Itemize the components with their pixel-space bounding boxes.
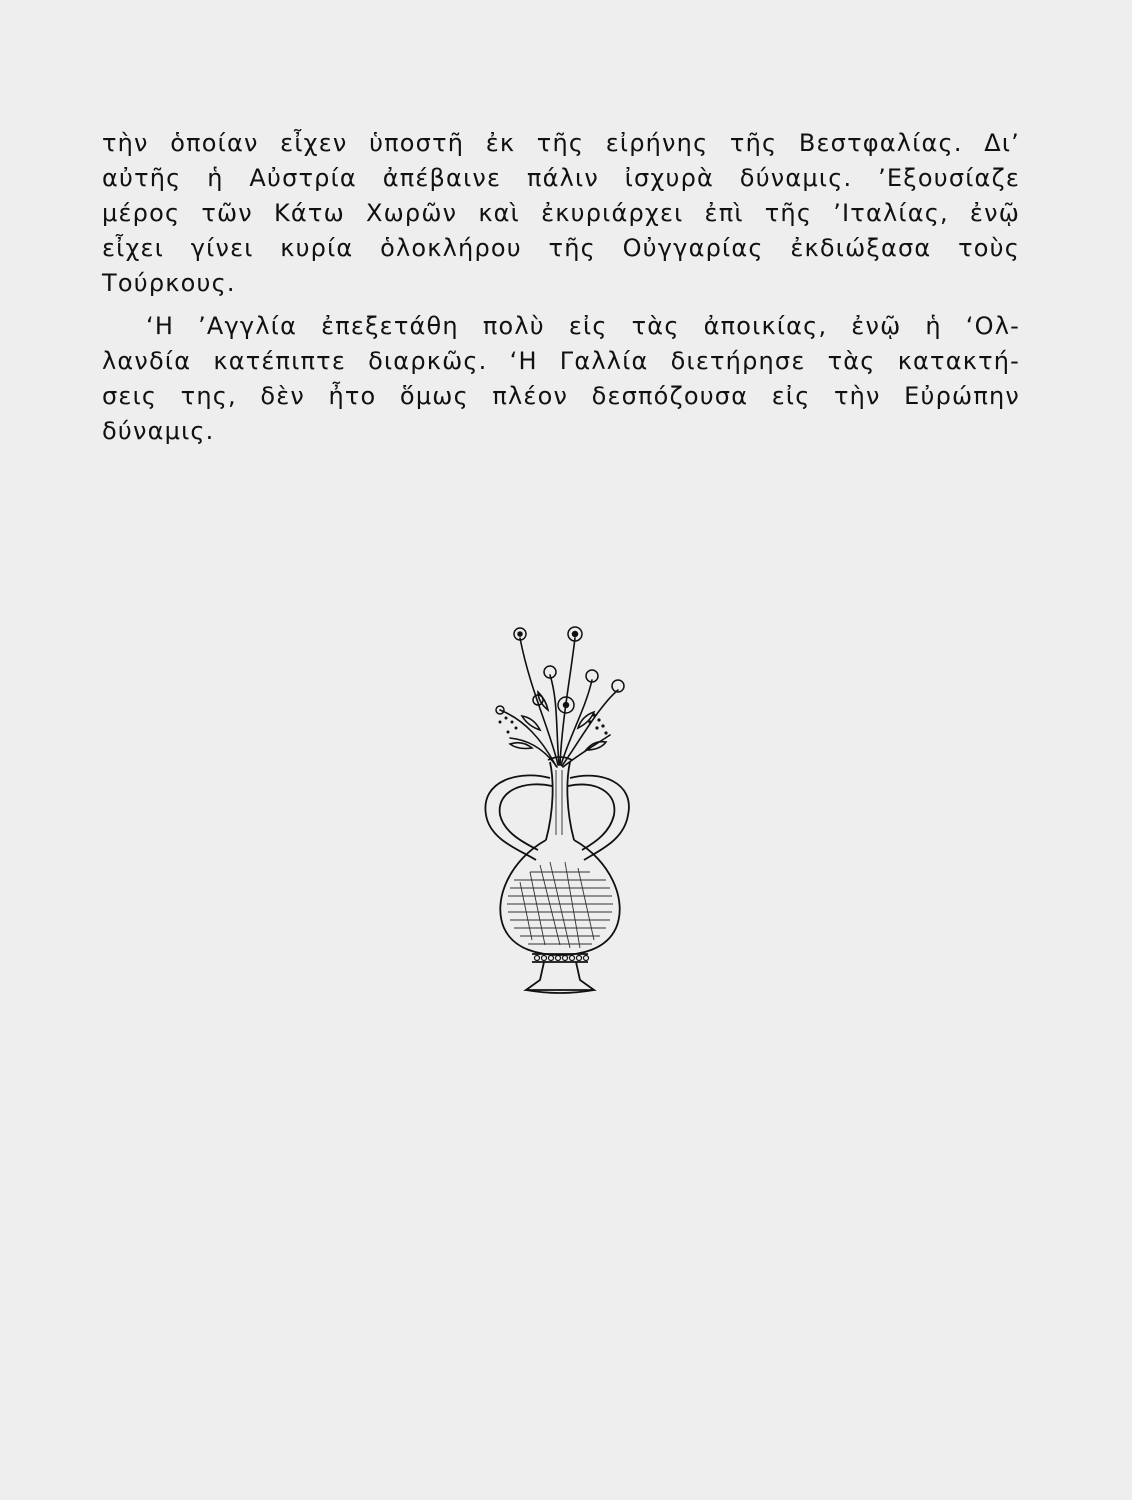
text-line: εἶχει γίνει κυρία ὁλοκλήρου τῆς Οὐγγαρίας ἐκδιώξασα τοὺς — [102, 234, 1020, 262]
text-line: σεις της, δὲν ἦτο ὅμως πλέον δεσπόζουσα εἰς τὴν Εὐρώπην — [102, 382, 1020, 410]
text-line: τὴν ὁποίαν εἶχεν ὑποστῆ ἐκ τῆς εἰρήνης τῆς Βεστφαλίας. Δι’ — [102, 129, 1020, 157]
text-line: αὐτῆς ἡ Αὐστρία ἀπέβαινε πάλιν ἰσχυρὰ δύναμις. ’Εξουσίαζε — [102, 164, 1020, 192]
vase-with-flowers-illustration — [470, 610, 640, 1000]
text-line: δύναμις. — [102, 417, 215, 445]
text-line: Τούρκους. — [102, 269, 236, 297]
vase-ornament — [470, 610, 640, 1000]
paragraph-2 — [102, 309, 1020, 449]
paragraph-1 — [102, 126, 1020, 301]
text-line: ‘Η ’Αγγλία ἐπεξετάθη πολὺ εἰς τὰς ἀποικίας, ἐνῷ ἡ ‘Ολ- — [146, 312, 1020, 340]
text-line: λανδία κατέπιπτε διαρκῶς. ‘Η Γαλλία διετήρησε τὰς κατακτή- — [102, 347, 1020, 375]
body-text — [102, 126, 1020, 449]
text-line: μέρος τῶν Κάτω Χωρῶν καὶ ἐκυριάρχει ἐπὶ τῆς ’Ιταλίας, ἐνῷ — [102, 199, 1020, 227]
